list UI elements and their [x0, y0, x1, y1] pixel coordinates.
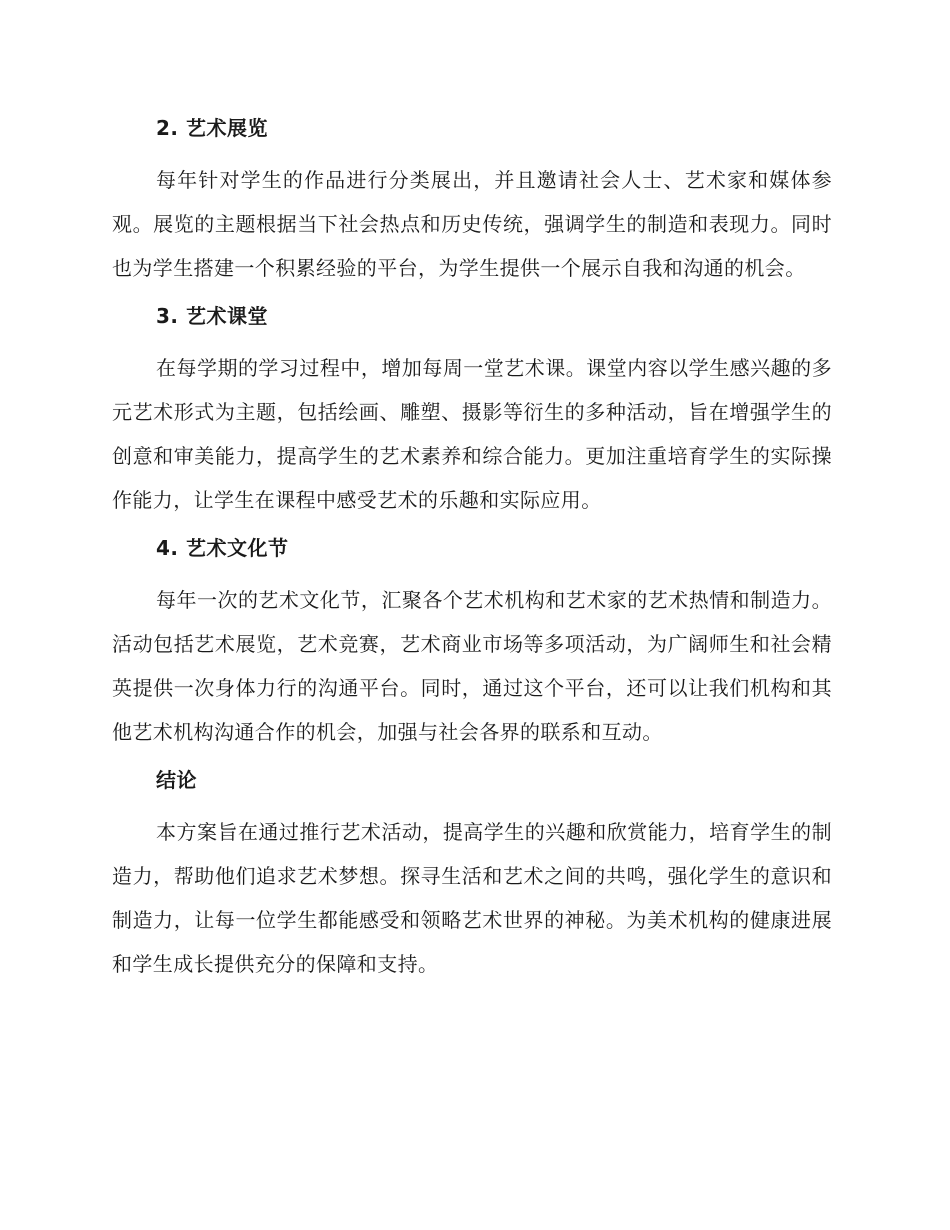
section-paragraph: 本方案旨在通过推行艺术活动，提高学生的兴趣和欣赏能力，培育学生的制造力，帮助他们追求艺术梦想。探寻生活和艺术之间的共鸣，强化学生的意识和制造力，让每一位学生都能感受和领略艺术世界的神秘。为美术机构的健康进展和学生成长提供充分的保障和支持。: [112, 820, 832, 976]
section-heading: 2. 艺术展览: [156, 116, 268, 140]
section-heading: 结论: [156, 768, 197, 792]
section-paragraph: 在每学期的学习过程中，增加每周一堂艺术课。课堂内容以学生感兴趣的多元艺术形式为主题，包括绘画、雕塑、摄影等衍生的多种活动，旨在增强学生的创意和审美能力，提高学生的艺术素养和综合能力。更加注重培育学生的实际操作能力，让学生在课程中感受艺术的乐趣和实际应用。: [112, 356, 832, 512]
section-conclusion: [112, 762, 832, 986]
document-page: [112, 110, 832, 994]
section-art-class: [112, 298, 832, 522]
section-paragraph: 每年针对学生的作品进行分类展出，并且邀请社会人士、艺术家和媒体参观。展览的主题根据当下社会热点和历史传统，强调学生的制造和表现力。同时也为学生搭建一个积累经验的平台，为学生提供一个展示自我和沟通的机会。: [112, 168, 832, 280]
section-heading: 3. 艺术课堂: [156, 304, 268, 328]
section-art-festival: [112, 530, 832, 754]
section-heading: 4. 艺术文化节: [156, 536, 289, 560]
section-art-exhibition: [112, 110, 832, 290]
section-paragraph: 每年一次的艺术文化节，汇聚各个艺术机构和艺术家的艺术热情和制造力。活动包括艺术展览，艺术竞赛，艺术商业市场等多项活动，为广阔师生和社会精英提供一次身体力行的沟通平台。同时，通过这个平台，还可以让我们机构和其他艺术机构沟通合作的机会，加强与社会各界的联系和互动。: [112, 588, 832, 744]
